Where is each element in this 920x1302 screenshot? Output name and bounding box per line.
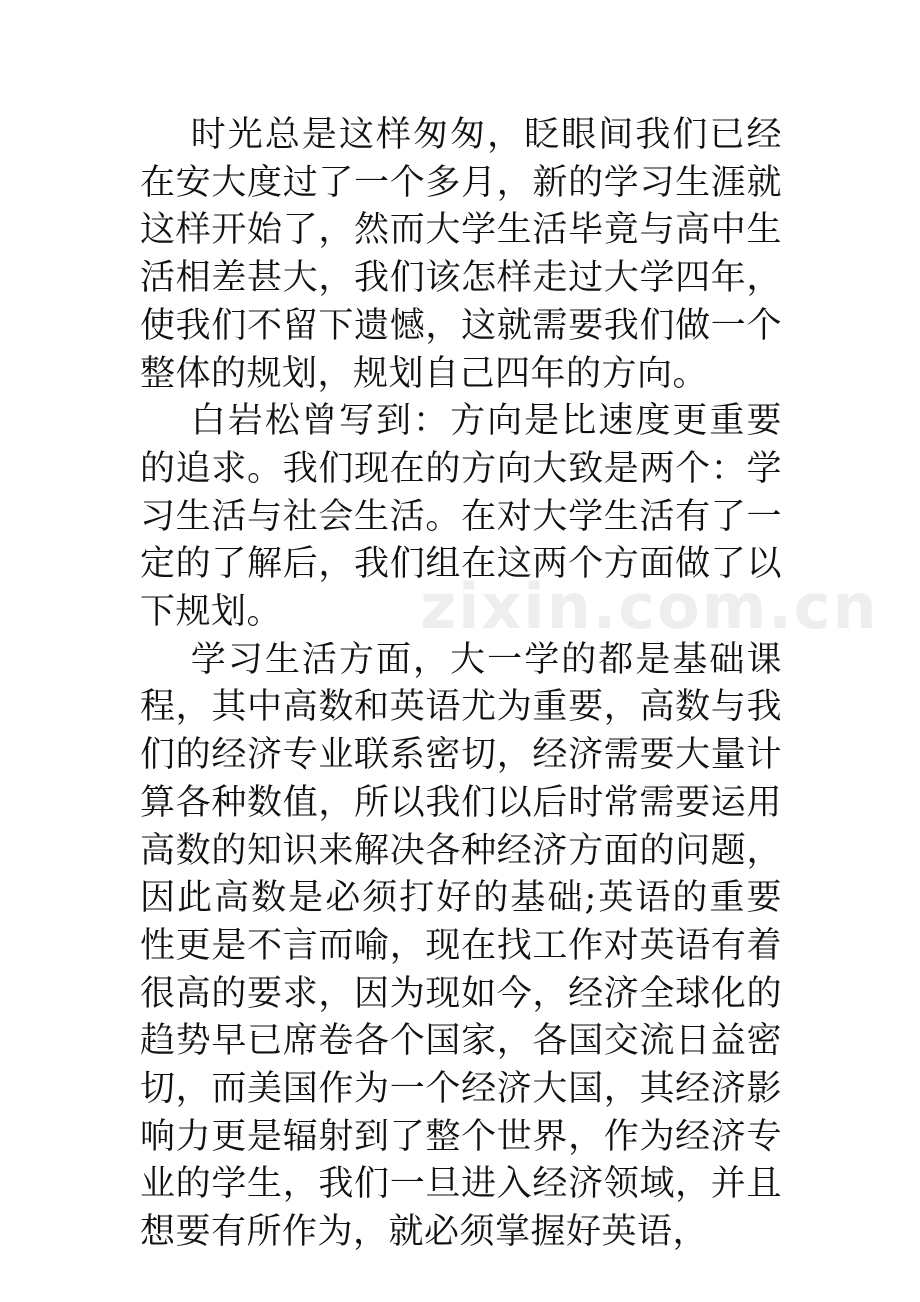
paragraph-1: 时光总是这样匆匆，眨眼间我们已经在安大度过了一个多月，新的学习生涯就这样开始了，然而大学生活毕竟与高中生活相差甚大，我们该怎样走过大学四年，使我们不留下遗憾，这就需要我们做一个整体的规划，规划自己四年的方向。 [140, 115, 782, 394]
document-body [140, 112, 782, 1257]
watermark: zixin.com.cn [420, 570, 879, 643]
paragraph-3: 学习生活方面，大一学的都是基础课程，其中高数和英语尤为重要，高数与我们的经济专业联系密切，经济需要大量计算各种数值，所以我们以后时常需要运用高数的知识来解决各种经济方面的问题，因此高数是必须打好的基础;英语的重要性更是不言而喻，现在找工作对英语有着很高的要求，因为现如今，经济全球化的趋势早已席卷各个国家，各国交流日益密切，而美国作为一个经济大国，其经济影响力更是辐射到了整个世界，作为经济专业的学生，我们一旦进入经济领域，并且想要有所作为，就必须掌握好英语， [140, 639, 782, 1253]
paragraph-2: 白岩松曾写到：方向是比速度更重要的追求。我们现在的方向大致是两个：学习生活与社会生活。在对大学生活有了一定的了解后，我们组在这两个方面做了以下规划。 [140, 401, 782, 633]
